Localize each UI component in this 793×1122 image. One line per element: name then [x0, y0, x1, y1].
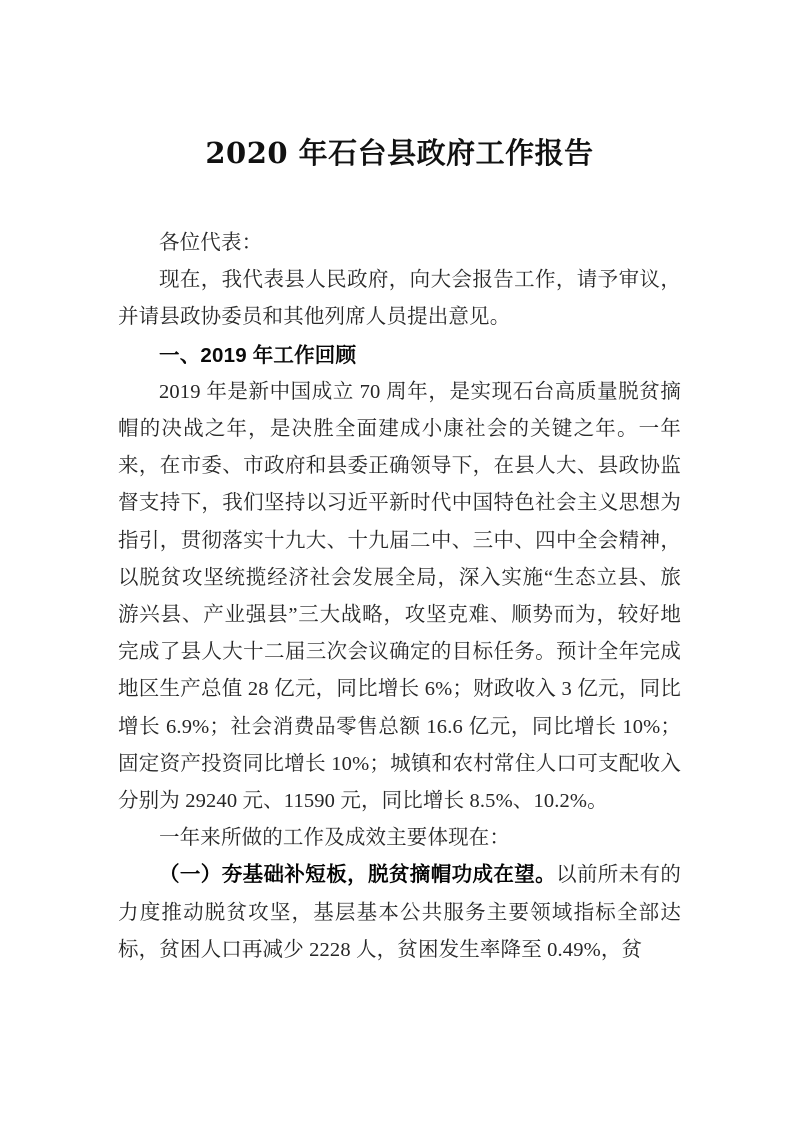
subsection-one-title: （一）夯基础补短板，脱贫摘帽功成在望。 — [159, 864, 557, 887]
document-content — [118, 0, 681, 969]
review-paragraph: 2019 年是新中国成立 70 周年，是实现石台高质量脱贫摘帽的决战之年，是决胜全面建成小康社会的关键之年。一年来，在市委、市政府和县委正确领导下，在县人大、县政协监督支持下，我们坚持以习近平新时代中国特色社会主义思想为指引，贯彻落实十九大、十九届二中、三中、四中全会精神，以脱贫攻坚统揽经济社会发展全局，深入实施“生态立县、旅游兴县、产业强县”三大战略，攻坚克难、顺势而为，较好地完成了县人大十二届三次会议确定的目标任务。预计全年完成地区生产总值 28 亿元，同比增长 6%；财政收入 3 亿元，同比增长 6.9%；社会消费品零售总额 16.6 亿元，同比增长 10%；固定资产投资同比增长 10%；城镇和农村常住人口可支配收入分别为 29240 元、11590 元，同比增长 8.5%、10.2%。 — [118, 380, 681, 813]
section-heading-2019-review: 一、2019 年工作回顾 — [159, 343, 357, 367]
subsection-one-paragraph — [118, 857, 681, 969]
page-title: 2020 年石台县政府工作报告 — [205, 136, 594, 170]
salutation-paragraph: 各位代表： — [159, 232, 263, 254]
title-spacer — [118, 173, 681, 225]
subsection-one-text: 以前所未有的力度推动脱贫攻坚，基层基本公共服务主要领域指标全部达标，贫困人口再减少 2228 人，贫困发生率降至 0.49%，贫 — [118, 864, 681, 961]
preamble-paragraph: 现在，我代表县人民政府，向大会报告工作，请予审议，并请县政协委员和其他列席人员提出意见。 — [118, 269, 681, 329]
transition-paragraph: 一年来所做的工作及成效主要体现在： — [159, 827, 511, 850]
